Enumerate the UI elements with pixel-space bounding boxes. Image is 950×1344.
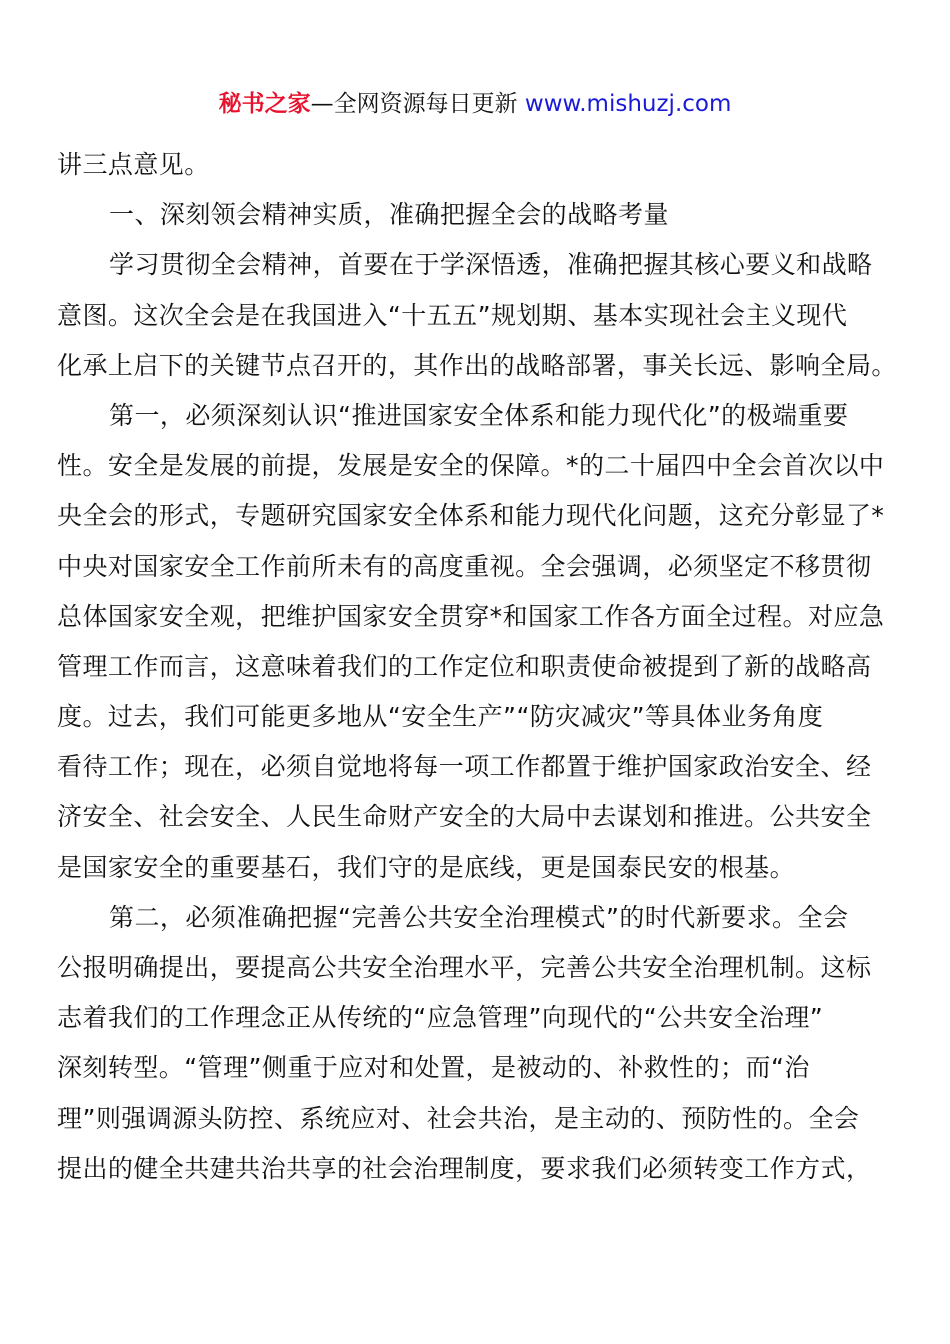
paragraph-line: 学习贯彻全会精神，首要在于学深悟透，准确把握其核心要义和战略 [109, 250, 873, 280]
paragraph-line: 管理工作而言，这意味着我们的工作定位和职责使命被提到了新的战略高 [57, 651, 872, 681]
paragraph-line: 济安全、社会安全、人民生命财产安全的大局中去谋划和推进。公共安全 [57, 802, 872, 832]
paragraph-line: 中央对国家安全工作前所未有的高度重视。全会强调，必须坚定不移贯彻 [57, 551, 872, 581]
paragraph-line: 理”则强调源头防控、系统应对、社会共治，是主动的、预防性的。全会 [57, 1103, 860, 1133]
paragraph-line: 意图。这次全会是在我国进入“十五五”规划期、基本实现社会主义现代 [57, 300, 848, 330]
paragraph-line: 第二，必须准确把握“完善公共安全治理模式”的时代新要求。全会 [109, 902, 849, 932]
brand-name: 秘书之家 [218, 91, 311, 117]
paragraph-line: 看待工作；现在，必须自觉地将每一项工作都置于维护国家政治安全、经 [57, 752, 872, 782]
paragraph-line: 讲三点意见。 [57, 150, 210, 179]
section-heading: 一、深刻领会精神实质，准确把握全会的战略考量 [109, 200, 669, 230]
paragraph-line: 总体国家安全观，把维护国家安全贯穿*和国家工作各方面全过程。对应急 [57, 601, 885, 631]
header-url-link[interactable]: www.mishuzj.com [524, 91, 732, 117]
paragraph-line: 深刻转型。“管理”侧重于应对和处置，是被动的、补救性的；而“治 [57, 1053, 810, 1083]
paragraph-line: 是国家安全的重要基石，我们守的是底线，更是国泰民安的根基。 [57, 852, 796, 882]
paragraph-line: 第一，必须深刻认识“推进国家安全体系和能力现代化”的极端重要 [109, 400, 849, 430]
paragraph-line: 提出的健全共建共治共享的社会治理制度，要求我们必须转变工作方式， [57, 1153, 872, 1183]
paragraph-line: 化承上启下的关键节点召开的，其作出的战略部署，事关长远、影响全局。 [57, 350, 897, 380]
document-body [57, 140, 897, 1194]
page-header [0, 88, 950, 120]
paragraph-line: 性。安全是发展的前提，发展是安全的保障。*的二十届四中全会首次以中 [57, 451, 885, 481]
header-tagline: —全网资源每日更新 [310, 91, 525, 117]
paragraph-line: 度。过去，我们可能更多地从“安全生产”“防灾减灾”等具体业务角度 [57, 702, 824, 732]
paragraph-line: 央全会的形式，专题研究国家安全体系和能力现代化问题，这充分彰显了* [57, 501, 885, 531]
paragraph-line: 志着我们的工作理念正从传统的“应急管理”向现代的“公共安全治理” [57, 1003, 824, 1033]
paragraph-line: 公报明确提出，要提高公共安全治理水平，完善公共安全治理机制。这标 [57, 953, 872, 982]
